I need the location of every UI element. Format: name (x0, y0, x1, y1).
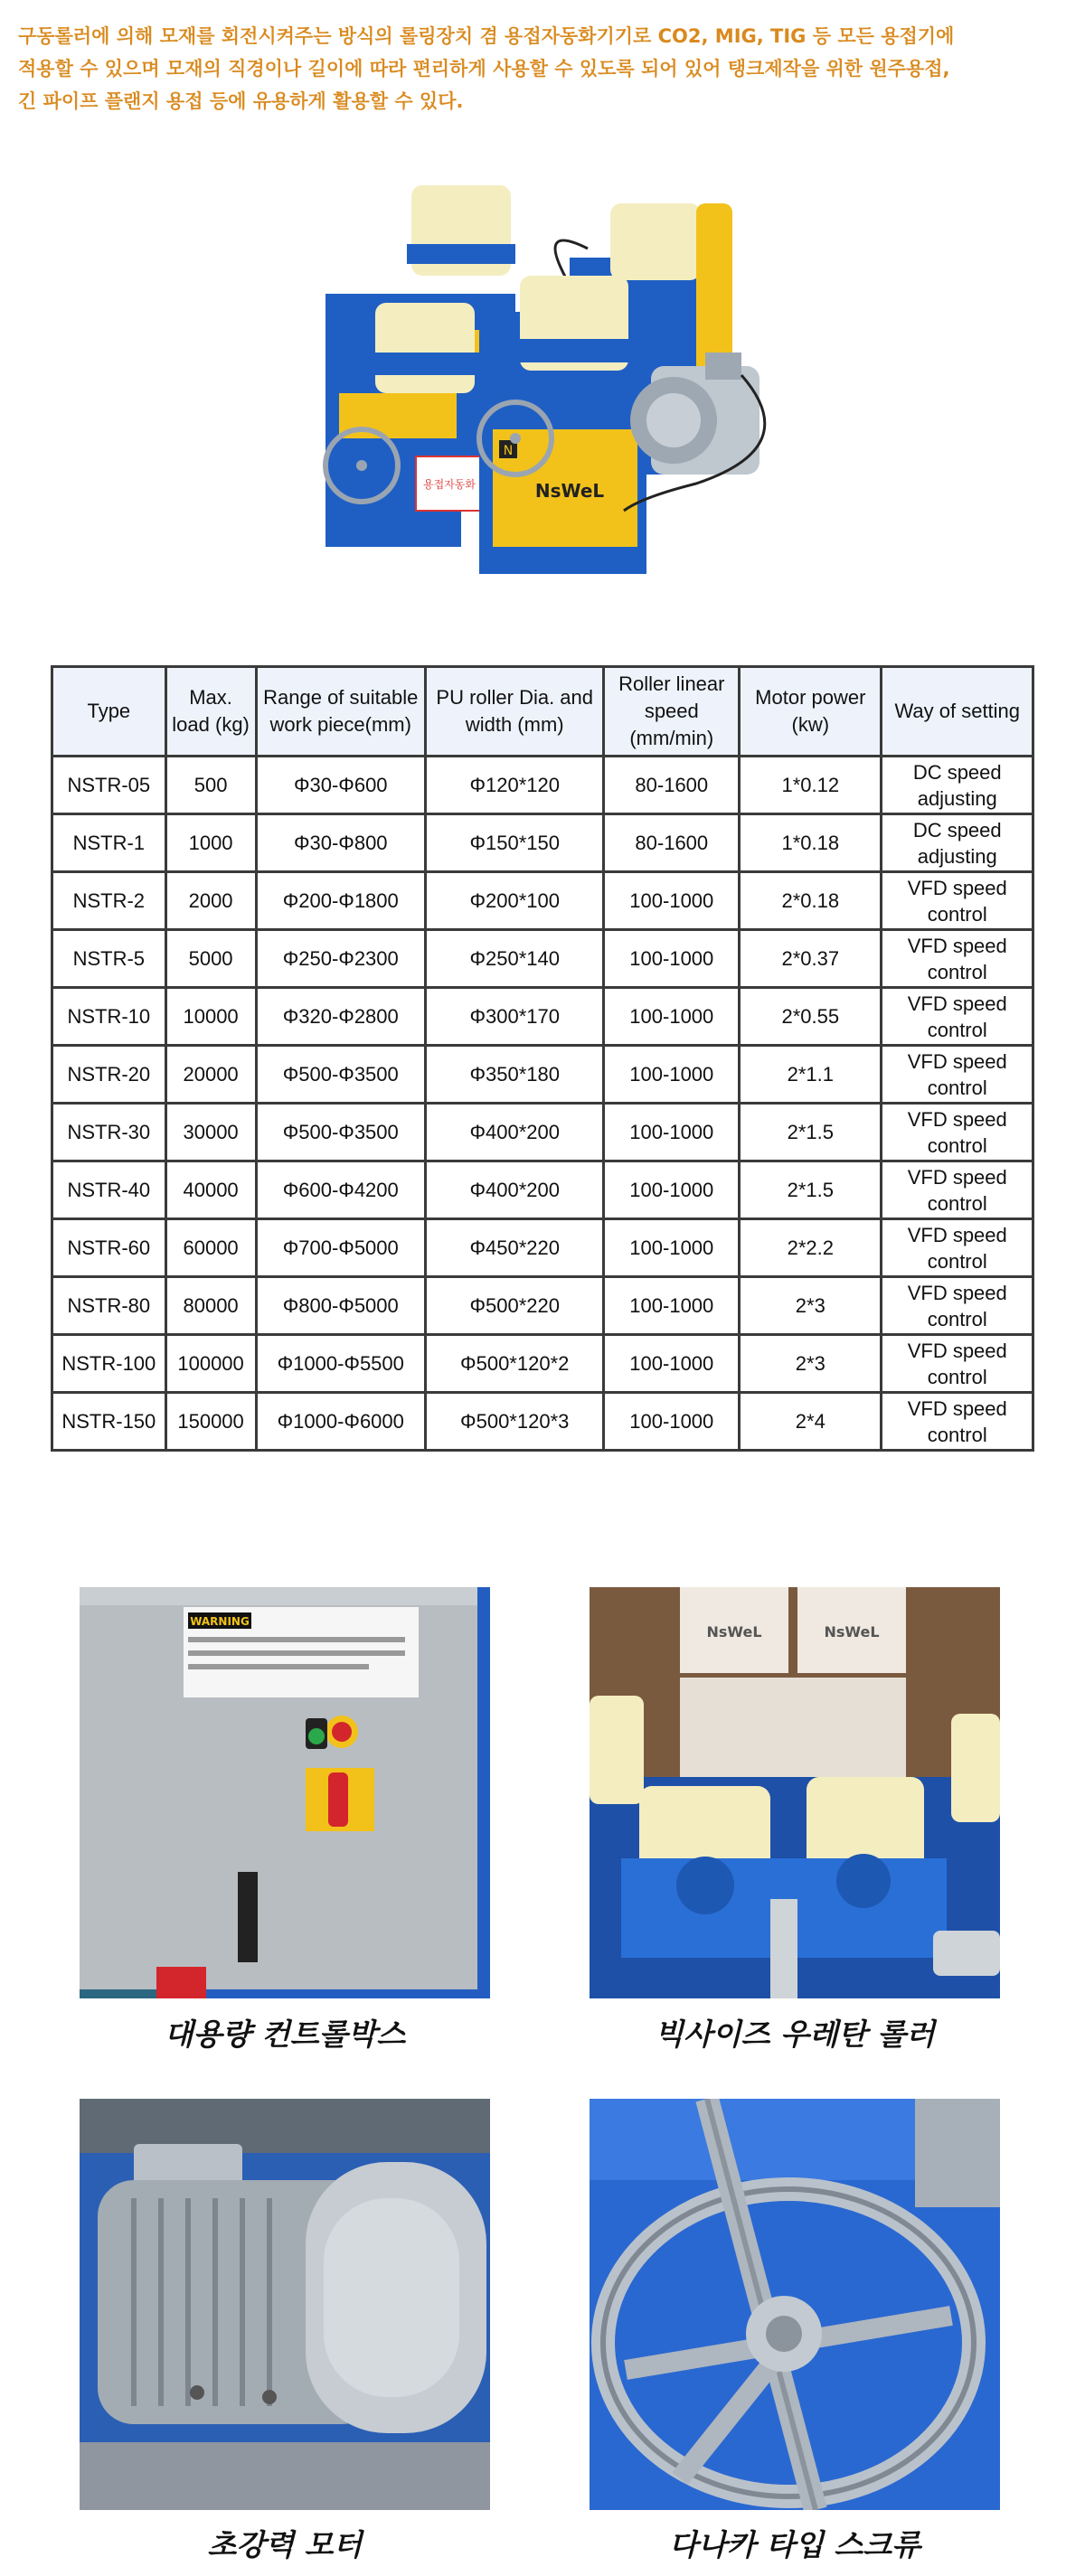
cell-roller-dia: Φ500*220 (425, 1277, 604, 1335)
cell-motor-power: 2*1.1 (740, 1046, 882, 1104)
warning-label: WARNING (190, 1615, 250, 1628)
front-right-unit (479, 276, 646, 574)
cell-max-load: 20000 (165, 1046, 256, 1104)
cell-max-load: 60000 (165, 1219, 256, 1277)
cell-motor-power: 1*0.12 (740, 757, 882, 814)
intro-paragraph (18, 20, 1067, 118)
cell-way-of-setting: VFD speed control (882, 1393, 1033, 1451)
cell-way-of-setting: DC speed adjusting (882, 814, 1033, 872)
cell-way-of-setting: DC speed adjusting (882, 757, 1033, 814)
intro-line: 적용할 수 있으며 모재의 직경이나 길이에 따라 편리하게 사용할 수 있도록 되어 있어 탱크제작을 위한 원주용접, (18, 58, 950, 80)
cell-roller-dia: Φ150*150 (425, 814, 604, 872)
cell-motor-power: 1*0.18 (740, 814, 882, 872)
cell-way-of-setting: VFD speed control (882, 930, 1033, 988)
cell-linear-speed: 100-1000 (604, 872, 740, 930)
cell-way-of-setting: VFD speed control (882, 872, 1033, 930)
cell-way-of-setting: VFD speed control (882, 1104, 1033, 1161)
cell-roller-dia: Φ250*140 (425, 930, 604, 988)
cell-max-load: 500 (165, 757, 256, 814)
hero-brand-logo: NsWeL (534, 480, 605, 502)
cell-type: NSTR-40 (52, 1161, 166, 1219)
cell-range: Φ1000-Φ6000 (256, 1393, 425, 1451)
cell-motor-power: 2*3 (740, 1335, 882, 1393)
cell-range: Φ500-Φ3500 (256, 1104, 425, 1161)
header-roller-dia: PU roller Dia. and width (mm) (425, 667, 604, 757)
cell-max-load: 150000 (165, 1393, 256, 1451)
spec-table-body (52, 757, 1033, 1451)
header-way-of-setting: Way of setting (882, 667, 1033, 757)
table-row (52, 1393, 1033, 1451)
cell-way-of-setting: VFD speed control (882, 1046, 1033, 1104)
cell-roller-dia: Φ120*120 (425, 757, 604, 814)
header-linear-speed: Roller linear speed (mm/min) (604, 667, 740, 757)
cell-max-load: 5000 (165, 930, 256, 988)
box-brand-right: NsWeL (824, 1623, 880, 1641)
cell-linear-speed: 80-1600 (604, 757, 740, 814)
hero-brand-mark: N (503, 444, 514, 458)
cell-type: NSTR-150 (52, 1393, 166, 1451)
cell-linear-speed: 100-1000 (604, 988, 740, 1046)
table-row (52, 930, 1033, 988)
intro-line: 긴 파이프 플랜지 용접 등에 유용하게 활용할 수 있다. (18, 90, 464, 112)
intro-line: 구동롤러에 의해 모재를 회전시켜주는 방식의 롤링장치 겸 용접자동화기기로 CO2, MIG, TIG 등 모든 용접기에 (18, 25, 955, 47)
table-row (52, 1335, 1033, 1393)
cell-max-load: 30000 (165, 1104, 256, 1161)
cell-max-load: 100000 (165, 1335, 256, 1393)
table-header-row (52, 667, 1033, 757)
table-row (52, 1277, 1033, 1335)
cell-range: Φ800-Φ5000 (256, 1277, 425, 1335)
table-row (52, 1161, 1033, 1219)
cell-motor-power: 2*0.18 (740, 872, 882, 930)
cell-max-load: 10000 (165, 988, 256, 1046)
cell-linear-speed: 100-1000 (604, 1046, 740, 1104)
table-row (52, 1046, 1033, 1104)
feature-photo-rollers (590, 1587, 1000, 1998)
cell-type: NSTR-30 (52, 1104, 166, 1161)
cell-type: NSTR-100 (52, 1335, 166, 1393)
feature-caption-screw: 다나카 타입 스크류 (668, 2527, 920, 2562)
feature-photo-motor (80, 2099, 490, 2510)
cell-type: NSTR-80 (52, 1277, 166, 1335)
feature-photo-control-box (80, 1587, 490, 1998)
cell-range: Φ500-Φ3500 (256, 1046, 425, 1104)
cell-linear-speed: 100-1000 (604, 1277, 740, 1335)
header-type: Type (52, 667, 166, 757)
cell-linear-speed: 80-1600 (604, 814, 740, 872)
hero-product-image (298, 158, 814, 583)
front-left-unit (326, 294, 484, 547)
cell-linear-speed: 100-1000 (604, 1219, 740, 1277)
cell-range: Φ30-Φ600 (256, 757, 425, 814)
cell-roller-dia: Φ450*220 (425, 1219, 604, 1277)
cell-range: Φ320-Φ2800 (256, 988, 425, 1046)
cell-linear-speed: 100-1000 (604, 1104, 740, 1161)
cell-roller-dia: Φ500*120*2 (425, 1335, 604, 1393)
cell-motor-power: 2*0.55 (740, 988, 882, 1046)
cell-roller-dia: Φ400*200 (425, 1161, 604, 1219)
hero-label-small: 용접자동화 (423, 478, 476, 491)
feature-caption-motor: 초강력 모터 (207, 2527, 363, 2562)
cell-type: NSTR-5 (52, 930, 166, 988)
cell-motor-power: 2*0.37 (740, 930, 882, 988)
cell-range: Φ700-Φ5000 (256, 1219, 425, 1277)
cell-motor-power: 2*1.5 (740, 1161, 882, 1219)
table-row (52, 757, 1033, 814)
box-brand-left: NsWeL (706, 1623, 762, 1641)
cell-way-of-setting: VFD speed control (882, 1219, 1033, 1277)
table-row (52, 1219, 1033, 1277)
cell-max-load: 40000 (165, 1161, 256, 1219)
cell-linear-speed: 100-1000 (604, 930, 740, 988)
cell-type: NSTR-05 (52, 757, 166, 814)
cell-way-of-setting: VFD speed control (882, 1161, 1033, 1219)
cell-motor-power: 2*2.2 (740, 1219, 882, 1277)
cell-range: Φ600-Φ4200 (256, 1161, 425, 1219)
cell-way-of-setting: VFD speed control (882, 988, 1033, 1046)
cell-linear-speed: 100-1000 (604, 1393, 740, 1451)
cell-max-load: 1000 (165, 814, 256, 872)
cell-range: Φ200-Φ1800 (256, 872, 425, 930)
cell-way-of-setting: VFD speed control (882, 1335, 1033, 1393)
table-row (52, 1104, 1033, 1161)
table-row (52, 814, 1033, 872)
header-max-load: Max. load (kg) (165, 667, 256, 757)
cell-range: Φ1000-Φ5500 (256, 1335, 425, 1393)
cell-type: NSTR-1 (52, 814, 166, 872)
feature-caption-control-box: 대용량 컨트롤박스 (164, 2017, 406, 2052)
table-row (52, 988, 1033, 1046)
cell-roller-dia: Φ350*180 (425, 1046, 604, 1104)
cell-roller-dia: Φ300*170 (425, 988, 604, 1046)
cell-motor-power: 2*3 (740, 1277, 882, 1335)
cell-range: Φ250-Φ2300 (256, 930, 425, 988)
cell-way-of-setting: VFD speed control (882, 1277, 1033, 1335)
cell-motor-power: 2*1.5 (740, 1104, 882, 1161)
table-row (52, 872, 1033, 930)
cell-linear-speed: 100-1000 (604, 1335, 740, 1393)
cell-type: NSTR-2 (52, 872, 166, 930)
spec-table (51, 665, 1034, 1452)
cell-linear-speed: 100-1000 (604, 1161, 740, 1219)
cell-roller-dia: Φ500*120*3 (425, 1393, 604, 1451)
cell-type: NSTR-60 (52, 1219, 166, 1277)
header-range: Range of suitable work piece(mm) (256, 667, 425, 757)
cell-motor-power: 2*4 (740, 1393, 882, 1451)
feature-photo-screw (590, 2099, 1000, 2510)
cell-range: Φ30-Φ800 (256, 814, 425, 872)
cell-max-load: 80000 (165, 1277, 256, 1335)
cell-type: NSTR-10 (52, 988, 166, 1046)
header-motor-power: Motor power (kw) (740, 667, 882, 757)
feature-caption-rollers: 빅사이즈 우레탄 롤러 (655, 2017, 935, 2052)
cell-max-load: 2000 (165, 872, 256, 930)
cell-roller-dia: Φ200*100 (425, 872, 604, 930)
cell-roller-dia: Φ400*200 (425, 1104, 604, 1161)
cell-type: NSTR-20 (52, 1046, 166, 1104)
